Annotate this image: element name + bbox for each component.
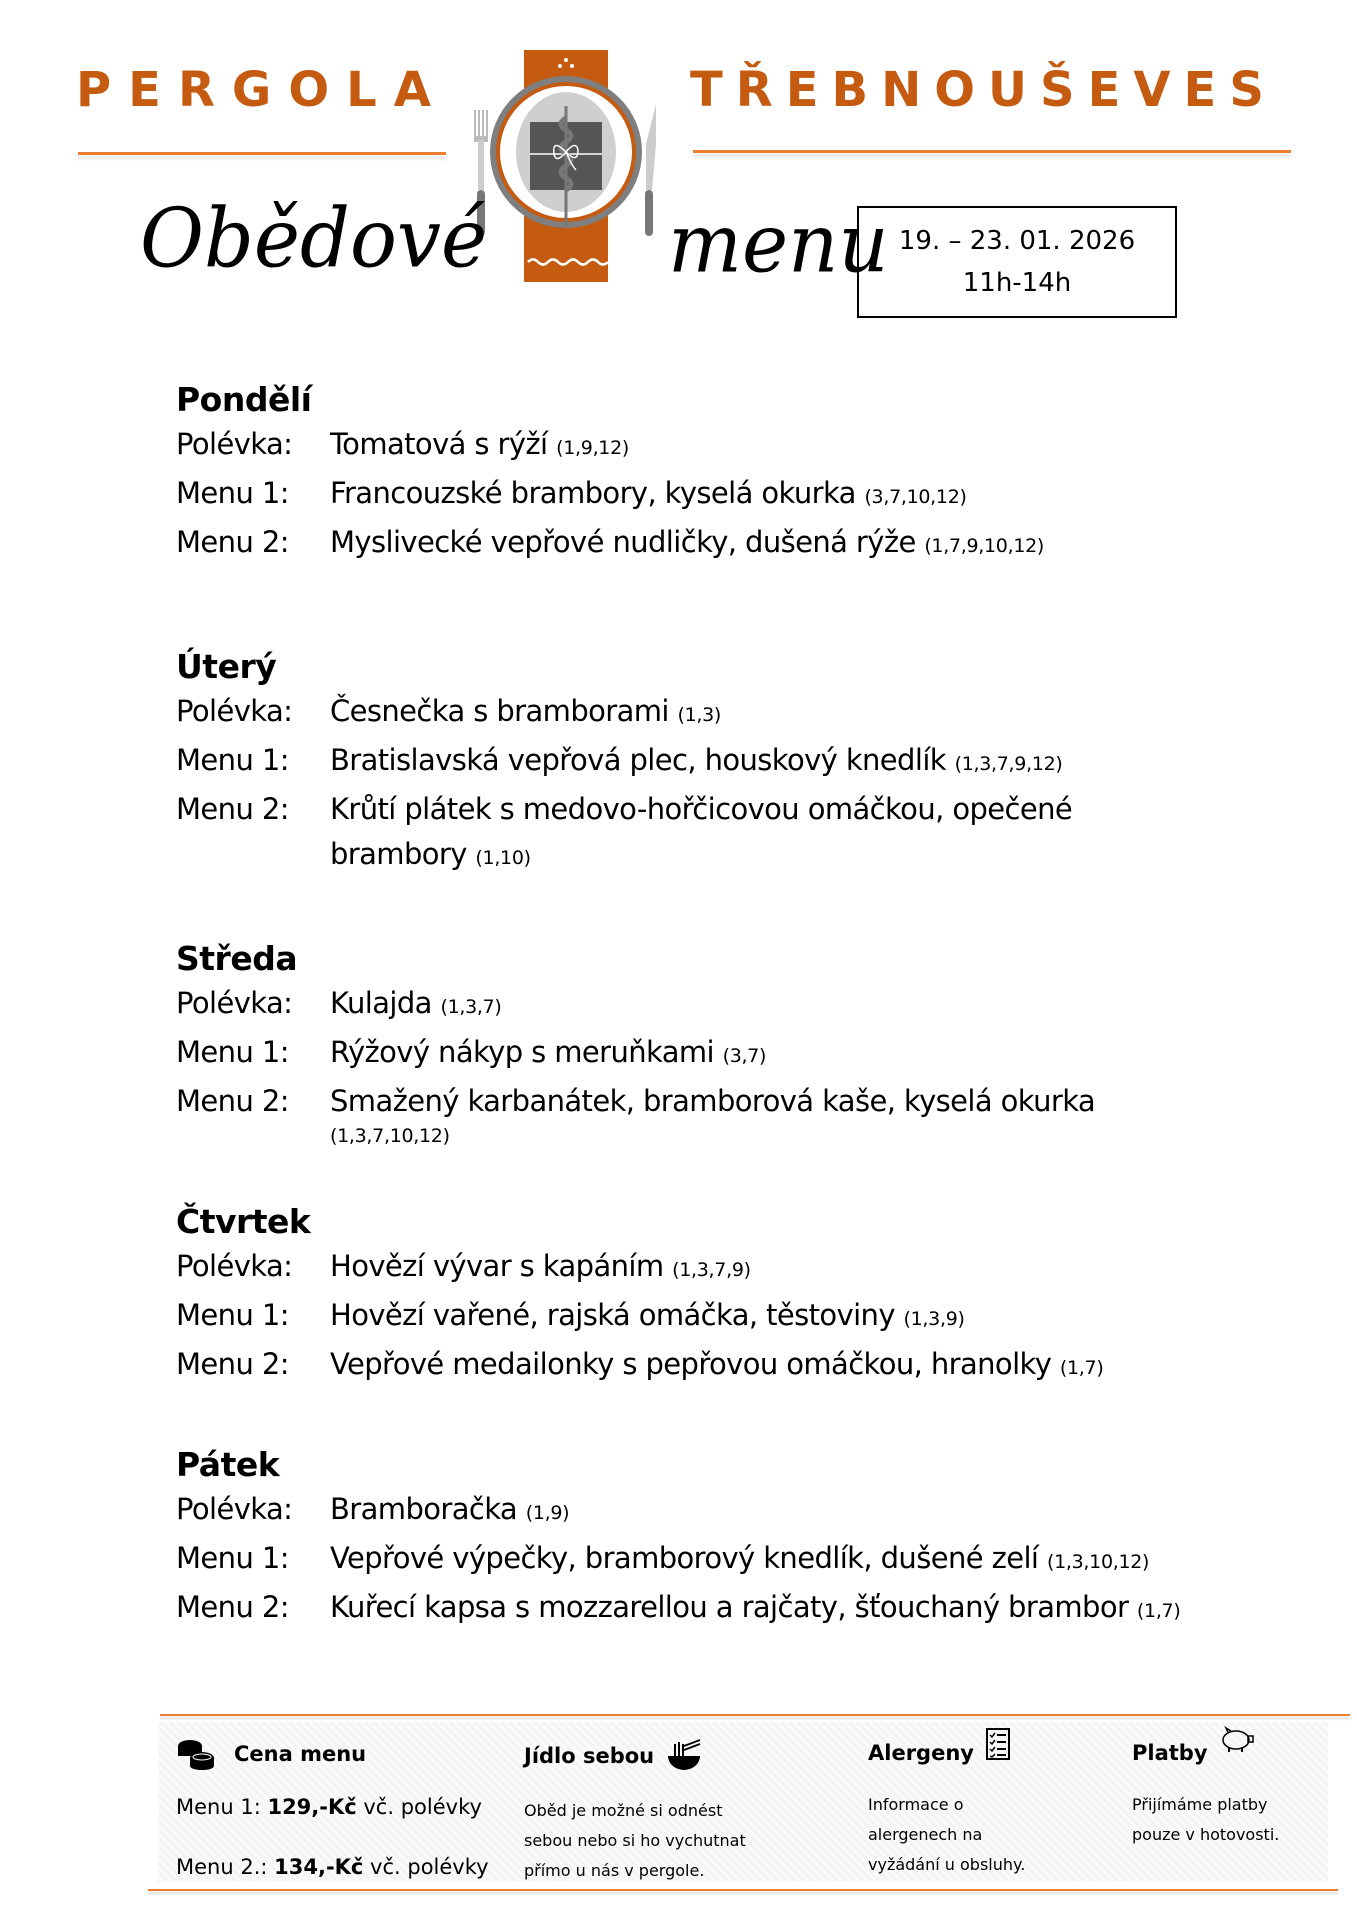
allergen-codes: (1,9,12): [556, 437, 629, 459]
menu-row: [176, 981, 1276, 1030]
dish-text: [330, 981, 1230, 1030]
allergens-line: Informace o: [868, 1795, 964, 1814]
brand-name-right: TŘEBNOUŠEVES: [690, 62, 1277, 118]
price-note: vč. polévky: [363, 1855, 489, 1879]
dish-name: Vepřové medailonky s pepřovou omáčkou, hranolky: [330, 1347, 1052, 1381]
dish-name: Rýžový nákyp s meruňkami: [330, 1035, 714, 1069]
dish-text: [330, 1030, 1230, 1079]
menu-row: [176, 1079, 1276, 1148]
header-divider-right: [693, 150, 1291, 153]
dish-text: [330, 1244, 1230, 1293]
menu-row: [176, 471, 1276, 520]
footer-divider-top: [160, 1714, 1350, 1716]
dish-name: Francouzské brambory, kyselá okurka: [330, 476, 856, 510]
price-amount: 129,-Kč: [267, 1795, 357, 1819]
dish-name: Myslivecké vepřové nudličky, dušená rýže: [330, 525, 916, 559]
allergens-title: Alergeny: [868, 1741, 974, 1765]
coins-icon: [176, 1738, 216, 1770]
noodle-bowl-icon: [666, 1738, 702, 1774]
allergen-codes: (1,7): [1059, 1357, 1104, 1379]
dish-name: Česnečka s bramborami: [330, 694, 669, 728]
allergen-codes: (1,7): [1136, 1600, 1181, 1622]
row-label: Menu 1:: [176, 743, 289, 777]
price-label: Menu 2.:: [176, 1855, 275, 1879]
menu-row: [176, 1244, 1276, 1293]
allergen-codes: (3,7): [722, 1045, 767, 1067]
day-friday: [176, 1443, 1276, 1634]
day-name: Úterý: [176, 647, 277, 686]
allergen-codes: (1,3,10,12): [1047, 1551, 1150, 1573]
row-label: Menu 2:: [176, 1084, 289, 1118]
dish-name: Krůtí plátek s medovo-hořčicovou omáčkou, opečené brambory: [330, 792, 1073, 871]
opening-hours: 11h-14h: [962, 268, 1072, 298]
menu-row: [176, 1293, 1276, 1342]
date-range: 19. – 23. 01. 2026: [898, 226, 1136, 256]
dish-text: [330, 1079, 1150, 1148]
menu-row: [176, 1342, 1276, 1391]
price-menu-2: [176, 1852, 489, 1882]
allergen-codes: (1,3,7,10,12): [330, 1125, 450, 1147]
allergen-codes: (1,3,7): [440, 996, 502, 1018]
menu-row: [176, 1030, 1276, 1079]
menu-row: [176, 1487, 1276, 1536]
day-name: Středa: [176, 939, 298, 978]
brand-name-left: PERGOLA: [76, 62, 448, 118]
dish-name: Smažený karbanátek, bramborová kaše, kyselá okurka: [330, 1084, 1096, 1118]
plate-logo-icon: [470, 48, 670, 288]
row-label: Polévka:: [176, 986, 293, 1020]
menu-row: [176, 787, 1276, 881]
dish-text: [330, 1536, 1276, 1585]
row-label: Polévka:: [176, 1249, 293, 1283]
menu-row: [176, 520, 1276, 569]
day-wednesday: [176, 937, 1276, 1148]
takeaway-line: sebou nebo si ho vychutnat: [524, 1831, 746, 1850]
dish-text: [330, 1585, 1276, 1634]
day-name: Pondělí: [176, 380, 312, 419]
row-label: Menu 2:: [176, 525, 289, 559]
payments-line: pouze v hotovosti.: [1132, 1825, 1280, 1844]
footer-price-section: [176, 1738, 489, 1882]
weekly-menu: [176, 378, 1276, 1634]
date-box: [857, 206, 1177, 318]
row-label: Menu 2:: [176, 792, 289, 826]
title-obedove: Obědové: [140, 191, 488, 287]
title-menu: menu: [668, 196, 889, 292]
dish-name: Tomatová s rýží: [330, 427, 548, 461]
footer-divider-bottom: [148, 1889, 1338, 1891]
allergen-codes: (1,3,7,9,12): [954, 753, 1063, 775]
piggy-bank-icon: [1220, 1726, 1256, 1754]
menu-row: [176, 422, 1276, 471]
takeaway-line: Oběd je možné si odnést: [524, 1801, 723, 1820]
allergen-codes: (1,3): [677, 704, 722, 726]
allergens-line: vyžádání u obsluhy.: [868, 1855, 1026, 1874]
price-label: Menu 1:: [176, 1795, 268, 1819]
header-divider-left: [78, 152, 446, 155]
checklist-icon: [986, 1728, 1010, 1760]
takeaway-title: Jídlo sebou: [524, 1744, 655, 1768]
menu-row: [176, 1585, 1276, 1634]
row-label: Menu 1:: [176, 1541, 289, 1575]
day-monday: [176, 378, 1276, 569]
price-menu-1: [176, 1792, 489, 1822]
dish-text: [330, 520, 1230, 569]
dish-name: Bratislavská vepřová plec, houskový knedlík: [330, 743, 946, 777]
day-tuesday: [176, 645, 1276, 881]
allergen-codes: (1,7,9,10,12): [924, 535, 1045, 557]
footer-allergens-section: [868, 1738, 1025, 1880]
knife-icon: [645, 104, 656, 236]
row-label: Menu 1:: [176, 1298, 289, 1332]
price-note: vč. polévky: [356, 1795, 482, 1819]
dish-name: Bramboračka: [330, 1492, 518, 1526]
dish-name: Kuřecí kapsa s mozzarellou a rajčaty, šťouchaný brambor: [330, 1590, 1129, 1624]
day-name: Pátek: [176, 1445, 280, 1484]
dish-text: [330, 1487, 1230, 1536]
menu-row: [176, 738, 1276, 787]
dish-name: Hovězí vařené, rajská omáčka, těstoviny: [330, 1298, 895, 1332]
footer-takeaway-section: [524, 1738, 746, 1886]
allergen-codes: (1,3,9): [903, 1308, 965, 1330]
price-title: Cena menu: [234, 1742, 367, 1766]
takeaway-line: přímo u nás v pergole.: [524, 1861, 705, 1880]
allergen-codes: (3,7,10,12): [864, 486, 967, 508]
payments-title: Platby: [1132, 1741, 1208, 1765]
dish-text: [330, 738, 1230, 787]
dish-text: [330, 471, 1230, 520]
allergen-codes: (1,10): [475, 847, 531, 869]
footer-payments-section: [1132, 1738, 1279, 1850]
row-label: Polévka:: [176, 694, 293, 728]
dish-text: [330, 787, 1130, 881]
row-label: Menu 2:: [176, 1590, 289, 1624]
dish-text: [330, 1293, 1230, 1342]
day-name: Čtvrtek: [176, 1202, 311, 1241]
allergens-line: alergenech na: [868, 1825, 983, 1844]
dish-name: Kulajda: [330, 986, 432, 1020]
dish-text: [330, 422, 1230, 471]
row-label: Menu 1:: [176, 1035, 289, 1069]
dish-name: Vepřové výpečky, bramborový knedlík, dušené zelí: [330, 1541, 1039, 1575]
row-label: Polévka:: [176, 1492, 293, 1526]
allergen-codes: (1,9): [525, 1502, 570, 1524]
dish-text: [330, 1342, 1230, 1391]
day-thursday: [176, 1200, 1276, 1391]
allergen-codes: (1,3,7,9): [672, 1259, 751, 1281]
price-amount: 134,-Kč: [274, 1855, 364, 1879]
row-label: Polévka:: [176, 427, 293, 461]
row-label: Menu 2:: [176, 1347, 289, 1381]
menu-row: [176, 1536, 1276, 1585]
dish-name: Hovězí vývar s kapáním: [330, 1249, 664, 1283]
dish-text: [330, 689, 1230, 738]
payments-line: Přijímáme platby: [1132, 1795, 1268, 1814]
menu-row: [176, 689, 1276, 738]
row-label: Menu 1:: [176, 476, 289, 510]
